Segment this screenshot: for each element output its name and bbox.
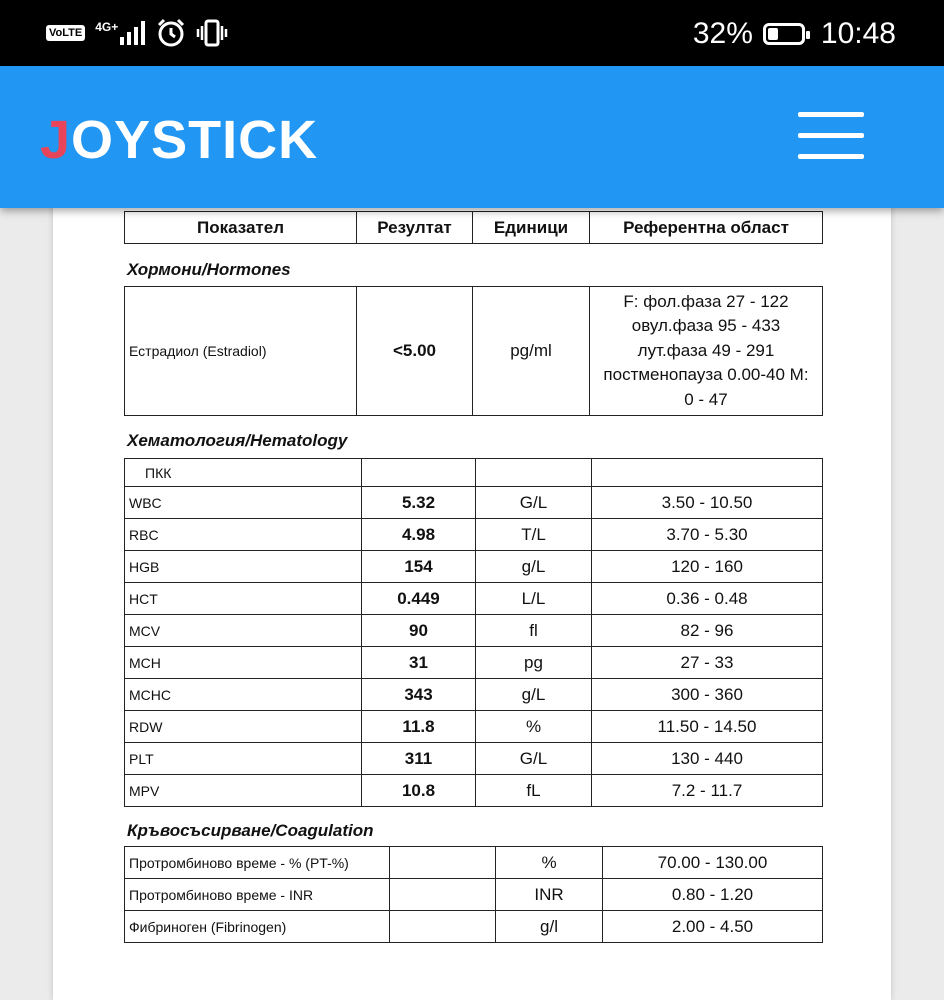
coagulation-table <box>124 846 823 943</box>
section-title-coagulation: Кръвосъсирване/Coagulation <box>127 821 374 840</box>
test-unit: G/L <box>476 487 592 519</box>
signal-bars-icon <box>120 21 146 45</box>
test-reference: 3.70 - 5.30 <box>592 519 823 551</box>
clock: 10:48 <box>820 17 896 50</box>
hormones-table <box>124 286 823 416</box>
status-icons-right <box>693 14 896 54</box>
test-name: WBC <box>125 487 362 519</box>
battery-percent: 32% <box>692 17 753 50</box>
test-unit: INR <box>496 879 603 911</box>
test-name: Протромбиново време - % (PT-%) <box>125 847 390 879</box>
test-name: PLT <box>125 743 362 775</box>
table-row <box>125 775 823 807</box>
ref-line: лут.фаза 49 - 291 <box>637 340 775 360</box>
test-reference: 0.36 - 0.48 <box>592 583 823 615</box>
test-name: RBC <box>125 519 362 551</box>
test-reference <box>590 287 823 416</box>
test-reference: 3.50 - 10.50 <box>592 487 823 519</box>
volte-badge: VoLTE <box>46 25 85 41</box>
test-result: <5.00 <box>357 287 473 416</box>
test-unit: fl <box>476 615 592 647</box>
results-header-table <box>124 211 823 244</box>
test-unit: g/L <box>476 551 592 583</box>
network-type: 4G+ <box>95 20 119 34</box>
test-result <box>390 879 496 911</box>
col-result: Резултат <box>357 212 473 244</box>
joystick-logo[interactable] <box>40 110 318 170</box>
col-reference: Референтна област <box>590 212 823 244</box>
ref-line: овул.фаза 95 - 433 <box>631 316 781 336</box>
table-row <box>125 679 823 711</box>
section-title-hematology: Хематология/Hematology <box>127 431 348 450</box>
col-units: Единици <box>473 212 590 244</box>
test-result: 343 <box>362 679 476 711</box>
test-reference: 120 - 160 <box>592 551 823 583</box>
status-icons-left <box>46 14 228 52</box>
test-unit: g/L <box>476 679 592 711</box>
test-name: Естрадиол (Estradiol) <box>125 287 357 416</box>
test-result <box>390 847 496 879</box>
test-result: 10.8 <box>362 775 476 807</box>
test-result: 31 <box>362 647 476 679</box>
test-result: 4.98 <box>362 519 476 551</box>
test-result <box>390 911 496 943</box>
hematology-table <box>124 458 823 807</box>
test-name: Фибриноген (Fibrinogen) <box>125 911 390 943</box>
test-unit: L/L <box>476 583 592 615</box>
test-result: 154 <box>362 551 476 583</box>
test-reference: 300 - 360 <box>592 679 823 711</box>
table-row <box>125 911 823 943</box>
test-name: HGB <box>125 551 362 583</box>
battery-fill <box>768 28 778 40</box>
test-unit: % <box>476 711 592 743</box>
table-row <box>125 519 823 551</box>
test-reference: 82 - 96 <box>592 615 823 647</box>
alarm-icon <box>156 18 186 48</box>
test-reference: 7.2 - 11.7 <box>592 775 823 807</box>
test-reference: 70.00 - 130.00 <box>603 847 823 879</box>
test-name: MPV <box>125 775 362 807</box>
menu-line <box>798 154 864 159</box>
test-unit: g/l <box>496 911 603 943</box>
test-name: MCH <box>125 647 362 679</box>
table-row <box>125 711 823 743</box>
col-indicator: Показател <box>125 212 357 244</box>
ref-line: постменопауза 0.00-40 М: <box>603 365 809 385</box>
app-header <box>0 66 944 208</box>
logo-text: OYSTICK <box>71 110 319 170</box>
table-row <box>125 879 823 911</box>
test-reference: 0.80 - 1.20 <box>603 879 823 911</box>
test-unit: fL <box>476 775 592 807</box>
test-result: 0.449 <box>362 583 476 615</box>
ref-line: F: фол.фаза 27 - 122 <box>623 291 789 311</box>
menu-line <box>798 112 864 117</box>
group-label: ПКК <box>125 459 362 487</box>
test-result: 90 <box>362 615 476 647</box>
test-name: RDW <box>125 711 362 743</box>
table-row <box>125 743 823 775</box>
battery-icon <box>763 23 805 45</box>
hamburger-menu-icon[interactable] <box>798 112 866 162</box>
test-result: 11.8 <box>362 711 476 743</box>
vibrate-icon <box>196 18 228 48</box>
table-row <box>125 459 823 487</box>
test-unit: T/L <box>476 519 592 551</box>
test-reference: 130 - 440 <box>592 743 823 775</box>
ref-line: 0 - 47 <box>684 389 728 409</box>
table-row <box>125 583 823 615</box>
table-row <box>125 847 823 879</box>
table-row <box>125 487 823 519</box>
test-reference: 11.50 - 14.50 <box>592 711 823 743</box>
test-name: Протромбиново време - INR <box>125 879 390 911</box>
menu-line <box>798 133 864 138</box>
section-title-hormones: Хормони/Hormones <box>127 260 291 279</box>
test-unit: % <box>496 847 603 879</box>
test-name: HCT <box>125 583 362 615</box>
signal-icon <box>95 21 146 45</box>
table-row <box>125 551 823 583</box>
lab-results-document <box>53 200 891 1000</box>
status-bar <box>0 0 944 66</box>
test-result: 311 <box>362 743 476 775</box>
table-row <box>125 647 823 679</box>
test-reference: 2.00 - 4.50 <box>603 911 823 943</box>
test-unit: pg <box>476 647 592 679</box>
logo-letter-j: J <box>40 110 72 170</box>
test-name: MCV <box>125 615 362 647</box>
test-reference: 27 - 33 <box>592 647 823 679</box>
test-unit: G/L <box>476 743 592 775</box>
test-result: 5.32 <box>362 487 476 519</box>
test-unit: pg/ml <box>473 287 590 416</box>
test-name: MCHC <box>125 679 362 711</box>
table-row <box>125 615 823 647</box>
table-row <box>125 287 823 416</box>
